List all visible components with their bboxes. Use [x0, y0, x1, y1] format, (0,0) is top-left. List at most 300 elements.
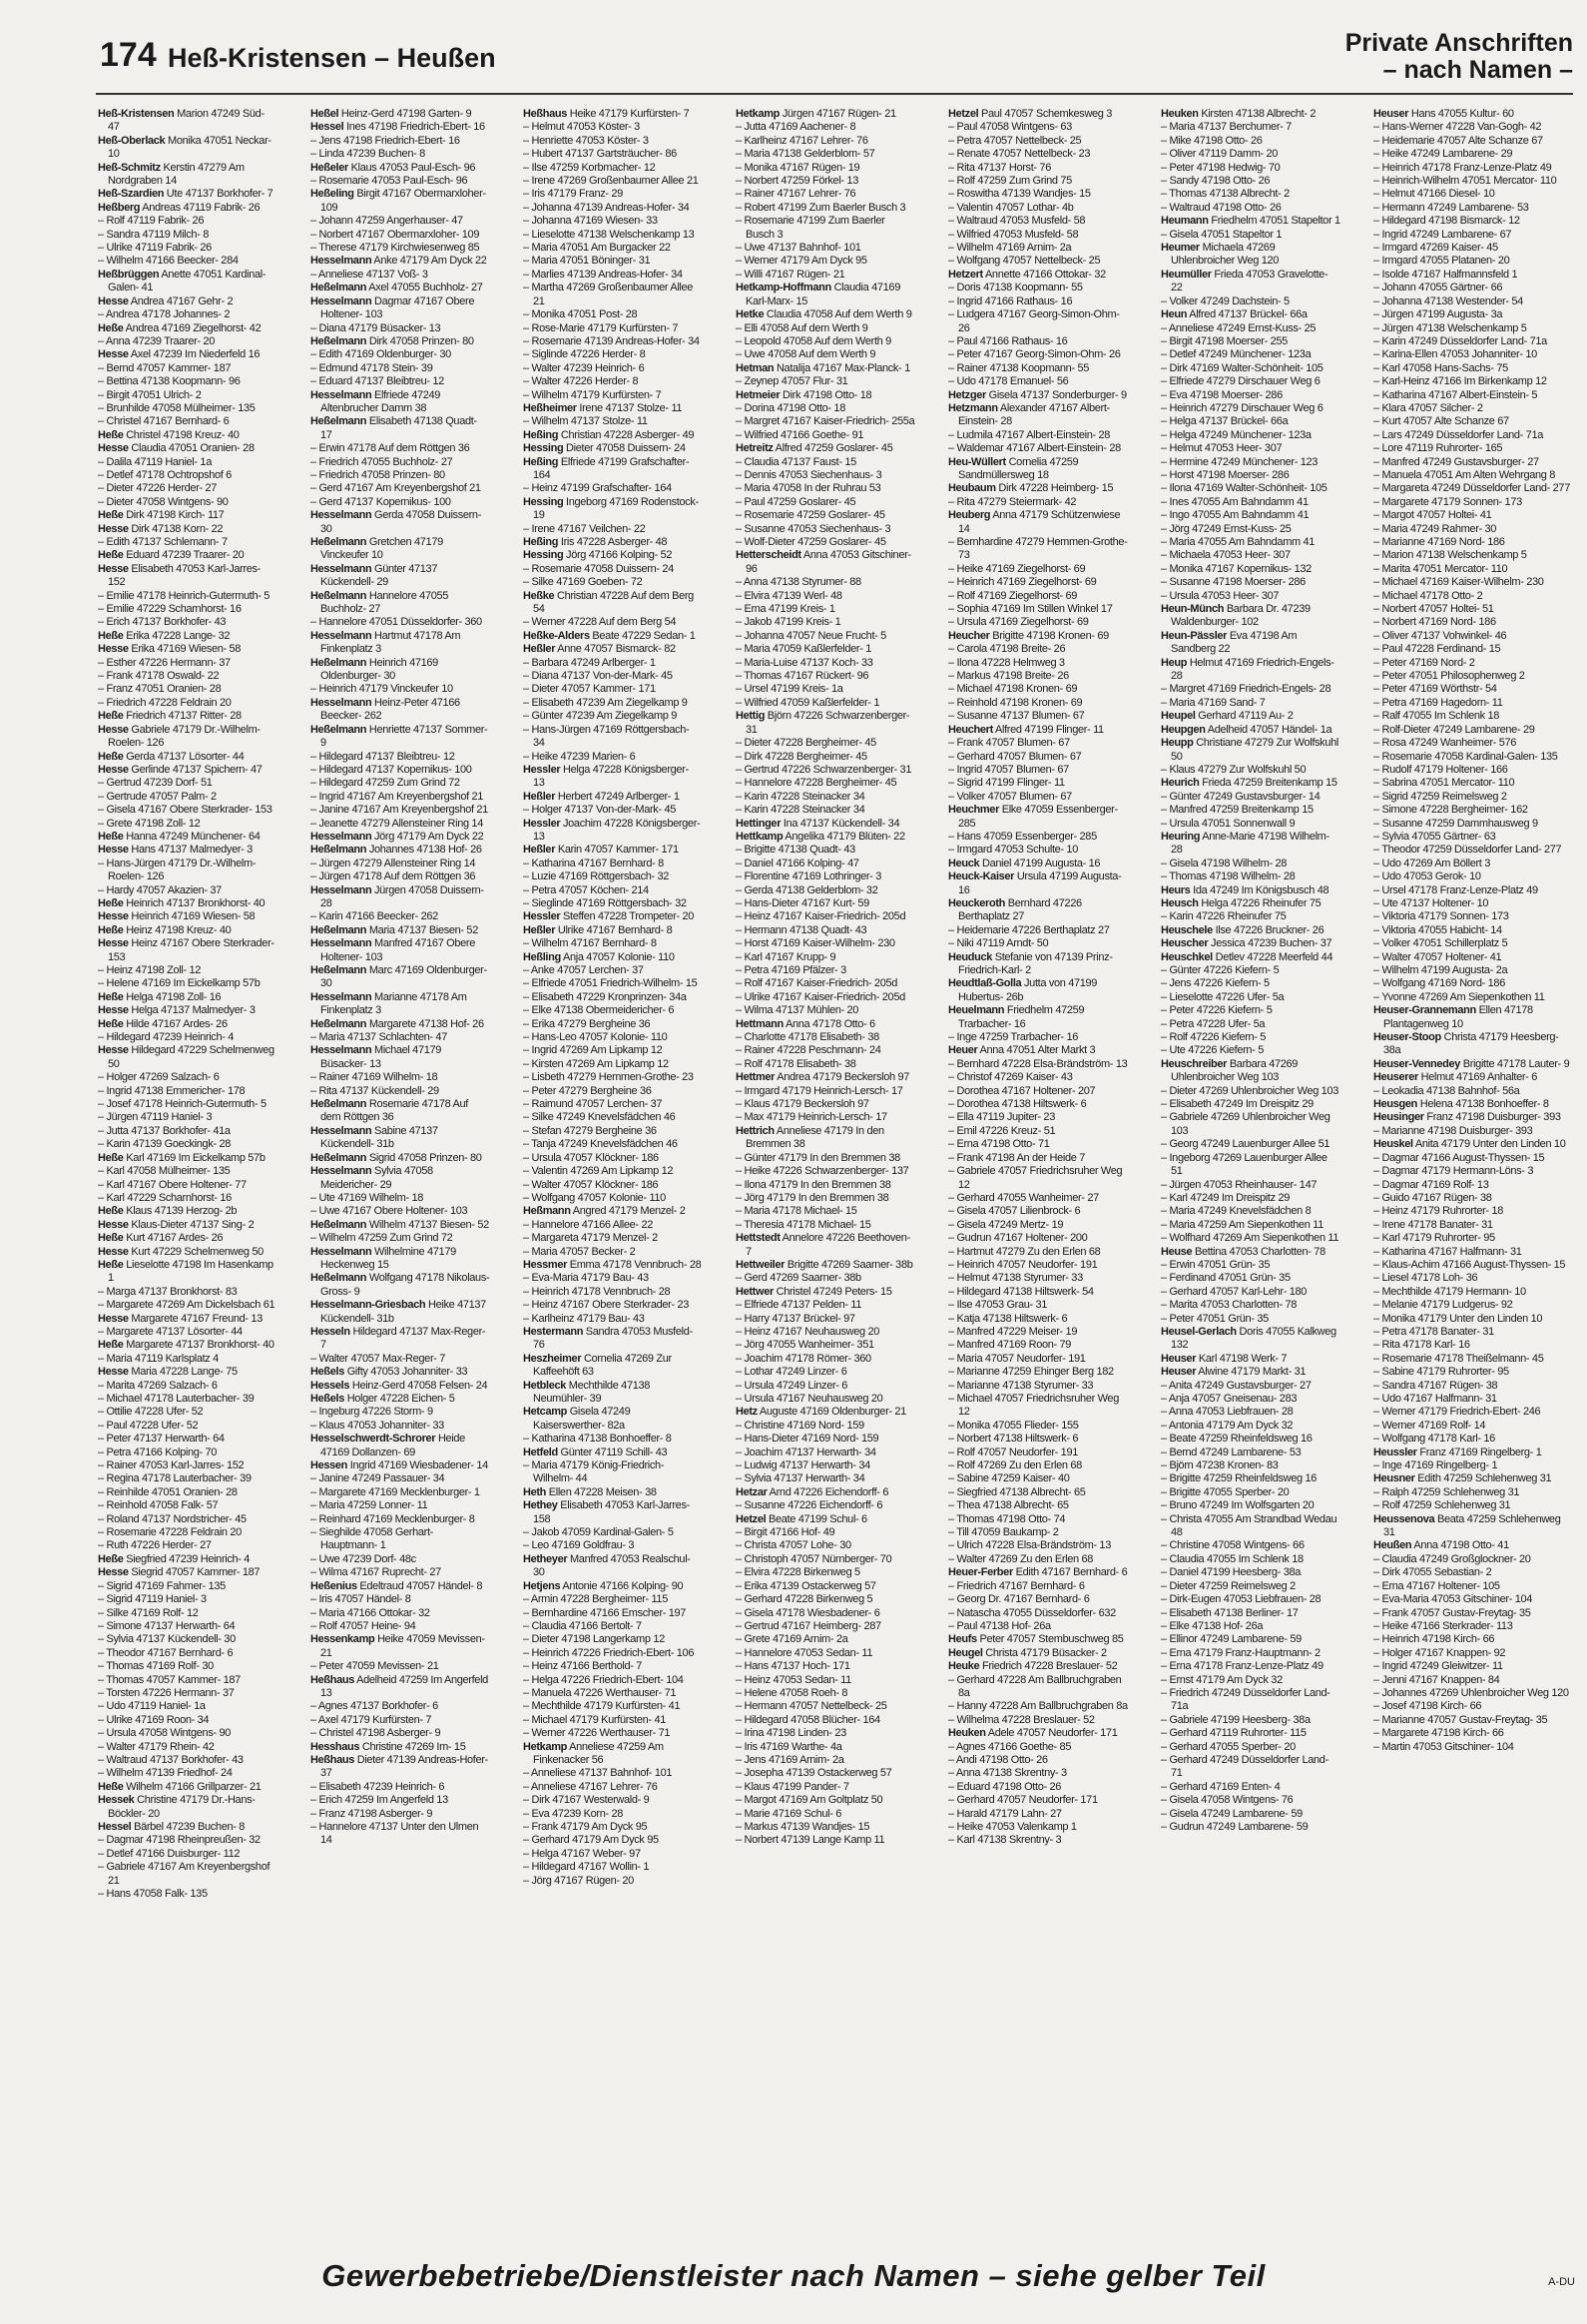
entry-surname: Heßelmann [310, 282, 367, 294]
directory-entry [948, 1459, 1128, 1472]
entry-surname: Heße [98, 428, 124, 441]
directory-entry [1373, 108, 1573, 121]
entry-details: Heike 47137 Kückendell- 31b [320, 1299, 486, 1325]
entry-details: – Uwe 47167 Obere Holtener- 103 [310, 1205, 468, 1218]
directory-entry [310, 1499, 490, 1512]
entry-details: – Anna 47138 Skrentny- 3 [948, 1767, 1067, 1780]
directory-entry [736, 1085, 915, 1098]
entry-details: – Sylvia 47137 Kückendell- 30 [98, 1633, 236, 1646]
directory-entry [736, 1098, 915, 1111]
entry-surname: Hesse [98, 643, 129, 656]
entry-details: Elfriede 47249 Altenbrucher Damm 38 [320, 388, 441, 414]
directory-entry [736, 1674, 915, 1687]
directory-entry [948, 1071, 1128, 1084]
directory-entry [98, 777, 277, 790]
entry-surname: Hessmer [523, 1258, 568, 1271]
directory-entry [310, 442, 490, 455]
directory-entry [1373, 1205, 1573, 1218]
entry-details: – Bernhardine 47279 Hemmen-Grothe- 73 [948, 536, 1128, 562]
directory-entry [736, 1620, 915, 1633]
directory-entry [523, 724, 703, 751]
entry-details: Elisabeth 47053 Karl-Jarres- 158 [533, 1499, 690, 1525]
entry-surname: Heße [98, 896, 124, 909]
directory-entry [1161, 1607, 1340, 1620]
directory-entry [98, 536, 277, 549]
entry-surname: Hesselmann [310, 1165, 372, 1178]
entry-details: – Sandy 47198 Otto- 26 [1161, 175, 1271, 188]
entry-details: – Joachim 47178 Römer- 360 [736, 1352, 871, 1365]
entry-surname: Heupp [1161, 737, 1194, 750]
directory-entry [98, 1085, 277, 1098]
directory-entry [948, 737, 1128, 750]
entry-details: – Waltraud 47198 Otto- 26 [1161, 201, 1282, 214]
directory-entry [98, 1714, 277, 1727]
entry-details: – Agnes 47166 Goethe- 85 [948, 1740, 1072, 1753]
directory-entry [98, 603, 277, 616]
directory-entry [98, 1380, 277, 1393]
entry-details: – Rainer 47053 Karl-Jarres- 152 [98, 1459, 245, 1472]
directory-entry [523, 1767, 703, 1780]
directory-entry [310, 724, 490, 751]
entry-details: Wilhelm 47137 Biesen- 52 [366, 1218, 489, 1231]
directory-entry [98, 1004, 277, 1017]
directory-entry [1161, 910, 1340, 923]
directory-entry [736, 1433, 915, 1446]
directory-entry [98, 616, 277, 629]
directory-entry [310, 616, 490, 629]
directory-entry [523, 1486, 703, 1499]
directory-entry [523, 937, 703, 950]
directory-entry [98, 162, 277, 189]
entry-details: – Günter 47226 Kiefern- 5 [1161, 964, 1280, 976]
entry-details: Anna 47178 Otto- 6 [783, 1017, 875, 1030]
entry-details: Claudia 47169 Karl-Marx- 15 [746, 282, 900, 307]
entry-details: – Dirk 47228 Bergheimer- 45 [736, 750, 867, 763]
directory-entry [1161, 1647, 1340, 1660]
directory-entry [98, 1044, 277, 1071]
entry-surname: Heuchmer [948, 804, 999, 817]
entry-details: Christiane 47279 Zur Wolfskuhl 50 [1171, 737, 1338, 763]
directory-entry [1161, 1313, 1340, 1326]
directory-entry [736, 308, 915, 321]
entry-details: – Udo 47178 Emanuel- 56 [948, 375, 1069, 388]
entry-details: – Anke 47057 Lerchen- 37 [523, 964, 644, 976]
entry-details: – Heinz 47167 Neuhausweg 20 [736, 1325, 880, 1338]
directory-entry [736, 1459, 915, 1472]
directory-entry [523, 871, 703, 883]
directory-entry [1161, 1393, 1340, 1406]
directory-entry [98, 897, 277, 910]
directory-entry [98, 1353, 277, 1366]
entry-details: – Walter 47269 Zu den Erlen 68 [948, 1552, 1094, 1565]
entry-surname: Heudtlaß-Golla [948, 977, 1022, 990]
directory-entry [310, 282, 490, 294]
directory-entry [98, 509, 277, 522]
entry-details: – Andi 47198 Otto- 26 [948, 1753, 1048, 1766]
directory-entry [1161, 1553, 1340, 1566]
directory-entry [1161, 1472, 1340, 1485]
directory-entry [948, 764, 1128, 777]
directory-entry [1161, 1486, 1340, 1499]
directory-entry [98, 1459, 277, 1472]
directory-entry [948, 1620, 1128, 1633]
entry-surname: Hesse [98, 844, 129, 857]
entry-details: Heike 47059 Mevissen- 21 [320, 1633, 485, 1659]
entry-details: – Jürgen 47279 Allensteiner Ring 14 [310, 857, 476, 870]
entry-surname: Heßelmann [310, 964, 367, 976]
entry-surname: Hettkamp [736, 830, 784, 843]
directory-entry [523, 121, 703, 134]
entry-surname: Hesselmann [310, 696, 372, 709]
entry-details: – Peter 47051 Grün- 35 [1161, 1312, 1269, 1325]
entry-details: – Rose-Marie 47179 Kurfürsten- 7 [523, 321, 679, 334]
directory-entry [736, 1754, 915, 1767]
entry-surname: Heßelmann [310, 1017, 367, 1030]
directory-entry [1373, 215, 1573, 228]
entry-details: – Rolf-Dieter 47249 Lambarene- 29 [1373, 723, 1535, 736]
entry-details: – Hans-Werner 47228 Van-Gogh- 42 [1373, 121, 1542, 134]
entry-details: Christel 47198 Kreuz- 40 [123, 428, 240, 441]
directory-entry [1161, 523, 1340, 536]
directory-entry [948, 1553, 1128, 1566]
entry-surname: Heuring [1161, 830, 1201, 843]
entry-surname: Heupel [1161, 710, 1196, 723]
directory-entry [736, 322, 915, 335]
directory-entry [1373, 1647, 1573, 1660]
entry-details: – Eva 47239 Korn- 28 [523, 1807, 624, 1820]
entry-details: – Heinz 47199 Grafschafter- 164 [523, 482, 672, 495]
entry-details: – Erna 47178 Franz-Lenze-Platz 49 [1161, 1660, 1323, 1673]
entry-details: Anna 47051 Alter Markt 3 [977, 1044, 1096, 1057]
entry-details: – Monika 47055 Flieder- 155 [948, 1419, 1079, 1432]
entry-surname: Heuer-Ferber [948, 1566, 1013, 1579]
entry-details: – Franz 47198 Asberger- 9 [310, 1807, 433, 1820]
entry-details: – Werner 47228 Auf dem Berg 54 [523, 616, 677, 629]
entry-details: – Gertrude 47057 Palm- 2 [98, 790, 217, 803]
entry-details: – Detlef 47166 Duisburger- 112 [98, 1847, 241, 1860]
directory-entry [948, 1353, 1128, 1366]
entry-details: Angelika 47179 Blüten- 22 [783, 830, 905, 843]
directory-entry [523, 1246, 703, 1259]
entry-surname: Hesse [98, 1004, 129, 1017]
directory-entry [1161, 322, 1340, 335]
directory-entry [948, 1433, 1128, 1446]
entry-surname: Heuser [1161, 1352, 1197, 1365]
entry-details: – Viktoria 47179 Sonnen- 173 [1373, 910, 1509, 923]
entry-details: – Hannelore 47137 Unter den Ulmen 14 [310, 1821, 479, 1847]
entry-details: – Max 47179 Heinrich-Lersch- 17 [736, 1111, 887, 1124]
entry-details: – Johannes 47269 Uhlenbroicher Weg 120 [1373, 1686, 1569, 1699]
entry-details: – Ludgera 47167 Georg-Simon-Ohm- 26 [948, 308, 1120, 334]
directory-entry [1373, 1687, 1573, 1700]
directory-entry [1373, 576, 1573, 589]
entry-details: – Doris 47138 Koopmann- 55 [948, 282, 1083, 294]
directory-entry [523, 1433, 703, 1446]
directory-entry [523, 1205, 703, 1218]
directory-entry [310, 375, 490, 388]
directory-entry [1373, 858, 1573, 871]
directory-entry [98, 482, 277, 495]
directory-entry [1161, 442, 1340, 455]
entry-details: – Lieselotte 47138 Welschenkamp 13 [523, 228, 695, 241]
directory-entry [1373, 322, 1573, 335]
entry-details: – Daniel 47166 Kolping- 47 [736, 857, 859, 870]
entry-details: – Hildegard 47198 Bismarck- 12 [1373, 215, 1520, 228]
directory-entry [948, 402, 1128, 429]
entry-surname: Heumer [1161, 242, 1200, 255]
directory-entry [736, 415, 915, 428]
directory-entry [1161, 389, 1340, 402]
directory-entry [736, 108, 915, 121]
directory-entry [1373, 657, 1573, 670]
directory-column-2 [310, 108, 490, 2244]
directory-entry [523, 1353, 703, 1380]
directory-entry [736, 148, 915, 161]
entry-details: – Maria 47249 Knevelsfädchen 8 [1161, 1205, 1312, 1218]
entry-details: – Thomas 47138 Albrecht- 2 [1161, 188, 1290, 201]
directory-entry [523, 683, 703, 696]
entry-details: – Heinrich 47179 Vinckeufer 10 [310, 683, 453, 696]
directory-entry [310, 1085, 490, 1098]
directory-entry [1373, 1313, 1573, 1326]
directory-entry [523, 991, 703, 1004]
directory-entry [310, 764, 490, 777]
entry-details: – Claudia 47166 Bertolt- 7 [523, 1619, 642, 1632]
directory-entry [1373, 523, 1573, 536]
entry-details: – Dagmar 47179 Hermann-Löns- 3 [1373, 1165, 1534, 1178]
entry-details: Emma 47178 Vennbruch- 28 [567, 1258, 702, 1271]
entry-details: – Ute 47137 Holtener- 10 [1373, 896, 1489, 909]
directory-entry [1373, 308, 1573, 321]
entry-surname: Heuduck [948, 950, 993, 963]
entry-details: – Rosemarie 47058 Duissern- 24 [523, 562, 674, 575]
entry-details: Frieda 47053 Gravelotte- 22 [1171, 268, 1328, 294]
entry-details: – Renate 47057 Nettelbeck- 23 [948, 148, 1091, 161]
entry-details: Sigrid 47058 Prinzen- 80 [366, 1151, 482, 1164]
directory-entry [523, 1848, 703, 1861]
entry-details: Gretchen 47179 Vinckeufer 10 [320, 536, 443, 562]
entry-details: – Heinz 47053 Sedan- 11 [736, 1673, 851, 1686]
directory-entry [523, 1459, 703, 1486]
directory-entry [736, 683, 915, 696]
directory-entry [736, 1727, 915, 1740]
directory-entry [310, 1607, 490, 1620]
directory-entry [98, 1580, 277, 1593]
entry-details: – Lieselotte 47226 Ufer- 5a [1161, 990, 1285, 1003]
entry-surname: Heßke-Alders [523, 629, 590, 642]
directory-entry [98, 1125, 277, 1138]
directory-entry [948, 229, 1128, 242]
entry-details: Kerstin 47279 Am Nordgraben 14 [108, 161, 245, 188]
directory-entry [948, 951, 1128, 978]
entry-details: – Wolf-Dieter 47259 Goslarer- 45 [736, 536, 886, 548]
directory-entry [736, 1058, 915, 1071]
directory-entry [523, 549, 703, 562]
entry-details: – Zeynep 47057 Flur- 31 [736, 375, 848, 388]
entry-details: Detlev 47228 Meerfeld 44 [1212, 950, 1333, 963]
directory-entry [98, 1192, 277, 1205]
directory-entry [523, 1152, 703, 1165]
entry-details: – Margret 47167 Kaiser-Friedrich- 255a [736, 415, 915, 428]
entry-details: Herbert 47249 Arlberger- 1 [555, 790, 680, 803]
entry-details: Ute 47137 Borkhofer- 7 [164, 188, 273, 201]
entry-surname: Heßelmann [310, 1218, 367, 1231]
directory-entry [736, 1767, 915, 1780]
directory-entry [948, 1031, 1128, 1044]
directory-entry [736, 1125, 915, 1152]
entry-details: – Gisela 47051 Stapeltor 1 [1161, 228, 1283, 241]
directory-entry [1373, 1192, 1573, 1205]
directory-entry [1373, 255, 1573, 268]
directory-entry [1373, 1433, 1573, 1446]
entry-details: – Christa 47057 Lohe- 30 [736, 1539, 851, 1552]
directory-entry [948, 1447, 1128, 1459]
directory-entry [948, 1781, 1128, 1794]
entry-details: – Walter 47057 Klöckner- 186 [523, 1178, 659, 1191]
entry-details: Marianne 47178 Am Finkenplatz 3 [320, 990, 467, 1017]
entry-details: – Erich 47259 Im Angerfeld 13 [310, 1794, 448, 1807]
entry-details: – Margarete 47179 Sonnen- 173 [1373, 495, 1522, 508]
entry-details: – Michael 47179 Kurfürsten- 41 [523, 1713, 666, 1726]
entry-surname: Hessek [98, 1794, 135, 1807]
entry-surname: Heuser-Stoop [1373, 1031, 1441, 1044]
directory-entry [948, 1085, 1128, 1098]
directory-entry [1161, 108, 1340, 121]
entry-details: Adelheid 47259 Im Angerfeld 13 [320, 1673, 488, 1699]
directory-entry [523, 269, 703, 282]
directory-entry [1373, 724, 1573, 737]
directory-entry [948, 1205, 1128, 1218]
directory-entry [523, 1192, 703, 1205]
entry-details: – Hannelore 47051 Düsseldorfer- 360 [310, 616, 482, 629]
directory-entry [948, 1727, 1128, 1740]
directory-entry [98, 1071, 277, 1084]
directory-entry [98, 1499, 277, 1512]
directory-entry [736, 121, 915, 134]
entry-details: – Anneliese 47167 Lehrer- 76 [523, 1780, 658, 1793]
entry-details: – Udo 47167 Halfmann- 31 [1373, 1393, 1497, 1405]
entry-details: – Paul 47259 Goslarer- 45 [736, 495, 856, 508]
entry-details: Helena 47138 Bonhoeffer- 8 [1417, 1098, 1549, 1111]
directory-entry [310, 322, 490, 335]
entry-details: – Erna 47198 Otto- 71 [948, 1138, 1050, 1151]
directory-entry [310, 1031, 490, 1044]
entry-details: – Monika 47179 Unter den Linden 10 [1373, 1312, 1543, 1325]
directory-entry [523, 308, 703, 321]
entry-details: Cornelia 47259 Sandmüllersweg 18 [958, 455, 1079, 481]
entry-details: – Esther 47226 Hermann- 37 [98, 656, 231, 669]
directory-entry [98, 683, 277, 696]
directory-entry [948, 1808, 1128, 1821]
entry-details: Anette 47051 Kardinal-Galen- 41 [108, 268, 266, 294]
entry-details: – Walter 47057 Max-Reger- 7 [310, 1352, 446, 1365]
entry-details: – Heike 47169 Ziegelhorst- 69 [948, 562, 1086, 575]
directory-entry [1161, 415, 1340, 428]
entry-details: – Christine 47169 Nord- 159 [736, 1419, 864, 1432]
directory-entry [948, 375, 1128, 388]
entry-details: – Peter 47198 Hedwig- 70 [1161, 161, 1281, 174]
entry-details: Doris 47055 Kalkweg 132 [1171, 1325, 1336, 1352]
entry-details: – Yvonne 47269 Am Siepenkothen 11 [1373, 990, 1545, 1003]
entry-details: – Erika 47279 Bergheine 36 [523, 1017, 651, 1030]
directory-entry [523, 1607, 703, 1620]
directory-entry [736, 1031, 915, 1044]
entry-details: – Thomas 47057 Kammer- 187 [98, 1673, 241, 1686]
directory-entry [1161, 1406, 1340, 1419]
directory-entry [98, 1393, 277, 1406]
directory-entry [1161, 295, 1340, 308]
entry-details: Gisela 47137 Sonderburger- 9 [985, 388, 1127, 401]
entry-details: – Heinz 47166 Berthold- 7 [523, 1660, 643, 1673]
directory-entry [1373, 1098, 1573, 1111]
entry-details: Helga 47228 Königsberger- 13 [533, 763, 689, 790]
entry-details: – Detlef 47249 Münchener- 123a [1161, 348, 1312, 361]
entry-details: Friedhelm 47051 Stapeltor 1 [1208, 215, 1340, 228]
entry-details: – Ottilie 47228 Ufer- 52 [98, 1406, 204, 1419]
directory-entry [1373, 751, 1573, 764]
entry-details: – Ilona 47228 Helmweg 3 [948, 656, 1065, 669]
directory-entry [98, 375, 277, 388]
entry-surname: Heßelmann [310, 1272, 367, 1285]
entry-details: – Rolf 47119 Fabrik- 26 [98, 215, 205, 228]
entry-details: – Dorina 47198 Otto- 18 [736, 401, 845, 414]
directory-entry [948, 1754, 1128, 1767]
directory-entry [523, 858, 703, 871]
entry-details: Anja 47057 Kolonie- 110 [560, 950, 675, 963]
entry-details: Alexander 47167 Albert-Einstein- 28 [958, 401, 1110, 428]
entry-details: – Rudolf 47179 Holtener- 166 [1373, 763, 1508, 776]
directory-entry [736, 737, 915, 750]
entry-details: – Marlies 47139 Andreas-Hofer- 34 [523, 268, 683, 281]
entry-surname: Hesselschwerdt-Schrorer [310, 1433, 436, 1446]
entry-details: – Klaus 47053 Johanniter- 33 [310, 1419, 444, 1432]
entry-details: Edeltraud 47057 Händel- 8 [356, 1579, 483, 1592]
entry-details: Elfriede 47199 Grafschafter- 164 [533, 455, 690, 481]
entry-details: – Isolde 47167 Halfmannsfeld 1 [1373, 268, 1518, 281]
entry-details: – Klara 47057 Silcher- 2 [1373, 401, 1483, 414]
entry-details: Angred 47179 Menzel- 2 [570, 1205, 686, 1218]
entry-surname: Hesselmann [310, 629, 372, 642]
directory-entry [736, 1286, 915, 1299]
entry-surname: Heuschele [1161, 923, 1213, 936]
directory-entry [523, 255, 703, 268]
directory-entry [310, 255, 490, 268]
directory-entry [98, 1179, 277, 1192]
directory-entry [736, 1553, 915, 1566]
directory-entry [1373, 429, 1573, 442]
entry-details: – Dagmar 47166 August-Thyssen- 15 [1373, 1151, 1545, 1164]
entry-details: – Melanie 47179 Ludgerus- 92 [1373, 1299, 1513, 1312]
entry-details: Holger 47228 Eichen- 5 [343, 1393, 455, 1405]
entry-details: – Sigrid 47119 Haniel- 3 [98, 1593, 207, 1606]
directory-entry [948, 175, 1128, 188]
directory-entry [310, 751, 490, 764]
entry-details: – Siglinde 47226 Herder- 8 [523, 348, 646, 361]
entry-details: – Eduard 47137 Bleibtreu- 12 [310, 375, 444, 388]
entry-details: – Ute 47226 Kiefern- 5 [1161, 1044, 1264, 1057]
directory-entry [1161, 897, 1340, 910]
entry-details: – Petra 47178 Banater- 31 [1373, 1325, 1494, 1338]
directory-entry [98, 1741, 277, 1754]
directory-entry [310, 657, 490, 684]
entry-details: – Rainer 47169 Wilhelm- 18 [310, 1071, 438, 1084]
entry-details: – Maria 47259 Lonner- 11 [310, 1499, 428, 1512]
entry-details: – Maria 47138 Gelderblom- 57 [736, 148, 875, 161]
entry-details: – Karin 47166 Beecker- 262 [310, 910, 438, 923]
directory-entry [1161, 1098, 1340, 1111]
entry-details: – Günter 47249 Gustavsburger- 14 [1161, 790, 1321, 803]
entry-surname: Hetzmann [948, 401, 998, 414]
